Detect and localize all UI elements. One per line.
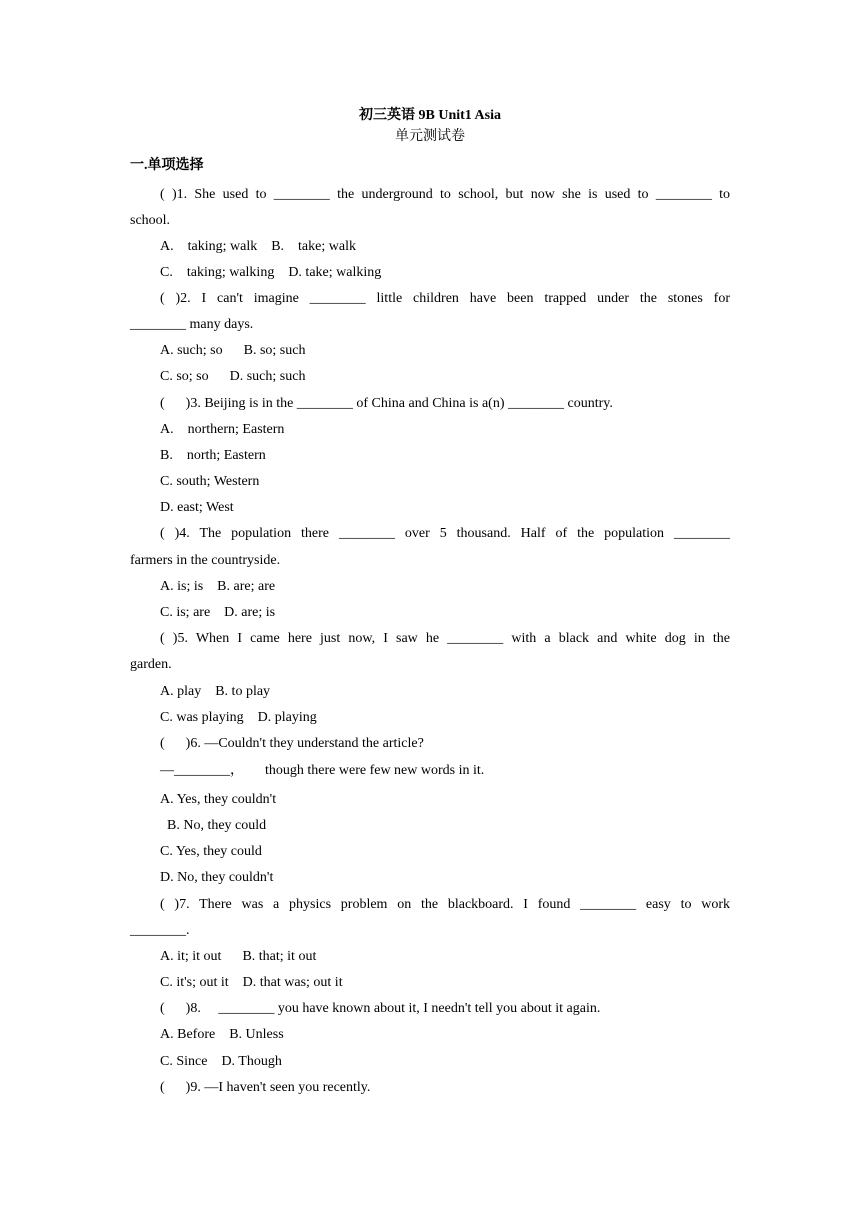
question-7-stem-continued: ________. xyxy=(130,923,190,938)
question-3-option-d: D. east; West xyxy=(160,500,234,515)
question-8-options-ab: A. Before B. Unless xyxy=(160,1027,284,1042)
question-2-options-cd: C. so; so D. such; such xyxy=(160,369,306,384)
question-6-option-c: C. Yes, they could xyxy=(160,844,262,859)
question-4-stem-continued: farmers in the countryside. xyxy=(130,553,281,568)
question-8-options-cd: C. Since D. Though xyxy=(160,1054,282,1069)
question-4-options-ab: A. is; is B. are; are xyxy=(160,579,276,594)
question-9-stem: ( )9. —I haven't seen you recently. xyxy=(160,1080,371,1095)
document-subtitle: 单元测试卷 xyxy=(395,129,465,144)
question-2-options-ab: A. such; so B. so; such xyxy=(160,343,306,358)
question-6-option-a: A. Yes, they couldn't xyxy=(160,792,277,807)
question-8-stem: ( )8. ________ you have known about it, I needn't tell you about it again. xyxy=(160,1001,601,1016)
question-5-stem-continued: garden. xyxy=(130,657,172,672)
question-3-option-c: C. south; Western xyxy=(160,474,260,489)
question-2-stem: ( )2. I can't imagine ________ little children have been trapped under the stones for xyxy=(160,291,730,306)
question-6-option-b: B. No, they could xyxy=(160,818,267,833)
section-heading: 一.单项选择 xyxy=(130,158,204,173)
question-3-option-b: B. north; Eastern xyxy=(160,448,266,463)
question-5-options-ab: A. play B. to play xyxy=(160,684,271,699)
question-7-stem: ( )7. There was a physics problem on the blackboard. I found ________ easy to work xyxy=(160,897,730,912)
question-2-stem-continued: ________ many days. xyxy=(130,317,254,332)
question-4-stem: ( )4. The population there ________ over 5 thousand. Half of the population ________ xyxy=(160,526,730,541)
question-4-options-cd: C. is; are D. are; is xyxy=(160,605,276,620)
question-3-option-a: A. northern; Eastern xyxy=(160,422,285,437)
question-6-stem: ( )6. —Couldn't they understand the article? xyxy=(160,736,424,751)
question-5-options-cd: C. was playing D. playing xyxy=(160,710,317,725)
document-title: 初三英语 9B Unit1 Asia xyxy=(359,108,501,123)
question-6-response-line: —________， though there were few new words in it. xyxy=(160,763,485,778)
question-1-options-cd: C. taking; walking D. take; walking xyxy=(160,265,382,280)
question-7-options-cd: C. it's; out it D. that was; out it xyxy=(160,975,343,990)
question-5-stem: ( )5. When I came here just now, I saw he ________ with a black and white dog in the xyxy=(160,631,730,646)
question-1-stem: ( )1. She used to ________ the underground to school, but now she is used to ________ to xyxy=(160,187,730,202)
question-7-options-ab: A. it; it out B. that; it out xyxy=(160,949,317,964)
question-6-option-d: D. No, they couldn't xyxy=(160,870,274,885)
question-1-stem-continued: school. xyxy=(130,213,171,228)
question-1-options-ab: A. taking; walk B. take; walk xyxy=(160,239,356,254)
question-3-stem: ( )3. Beijing is in the ________ of China and China is a(n) ________ country. xyxy=(160,396,613,411)
